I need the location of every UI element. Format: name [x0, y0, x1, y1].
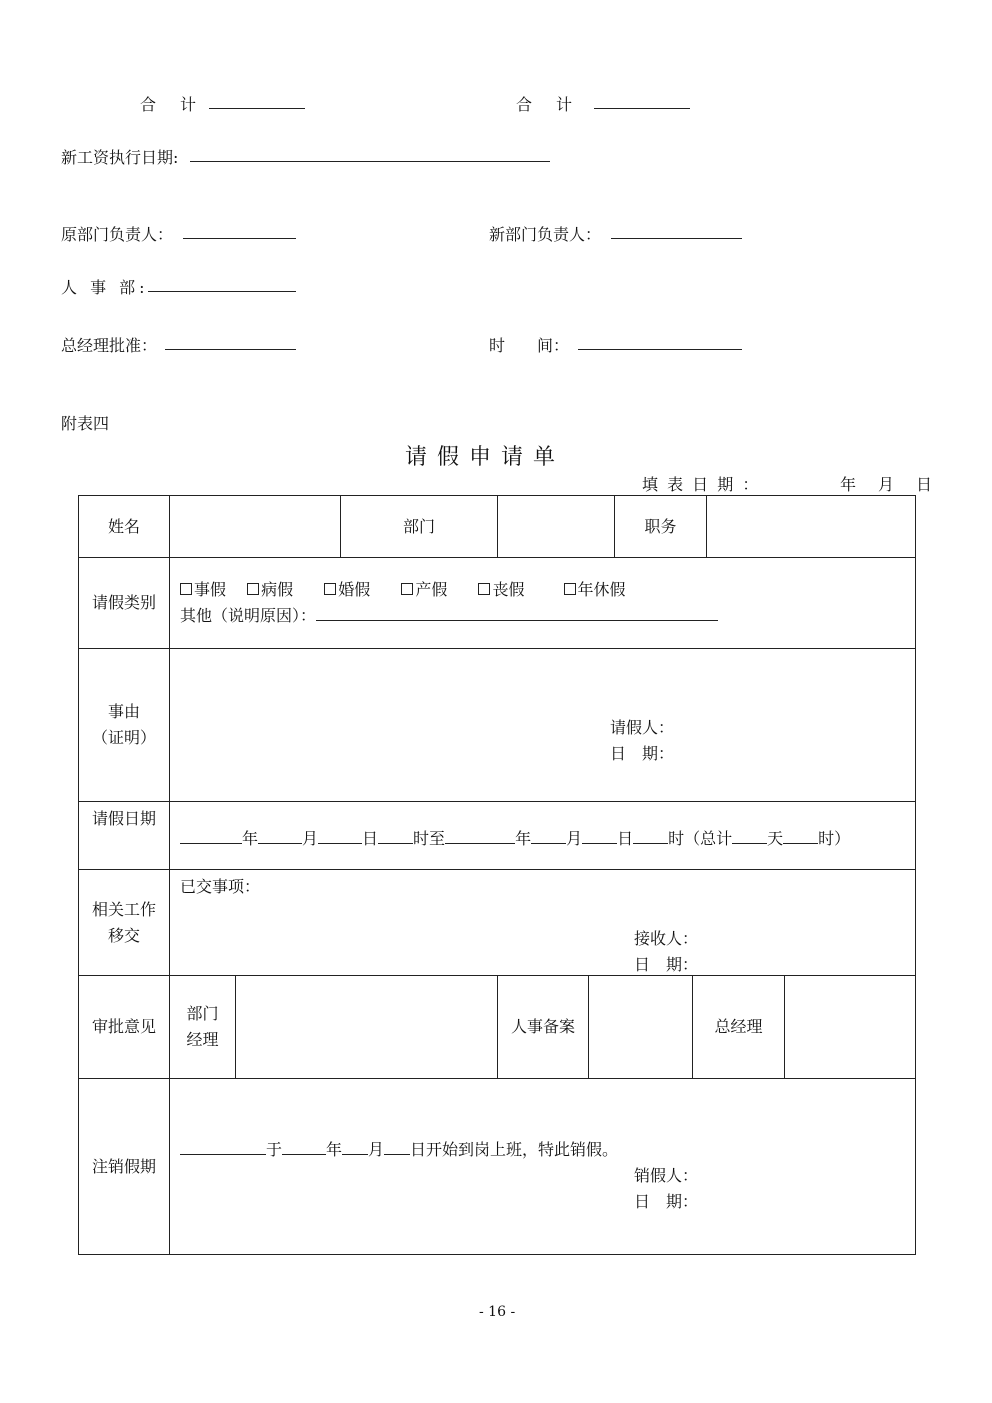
- leave-dates-field: 年 月 日 时至 年 月 日 时（总计 天 时）: [170, 802, 916, 870]
- hr-record-field[interactable]: [589, 976, 693, 1079]
- total-hours-blank[interactable]: [783, 827, 818, 844]
- cancel-date-label: 日 期：: [634, 1192, 699, 1211]
- handed-items-label: 已交事项：: [180, 877, 261, 896]
- receiver-label: 接收人：: [634, 929, 699, 948]
- start-hour-blank[interactable]: [378, 827, 413, 844]
- new-salary-date-label: 新工资执行日期:: [61, 148, 179, 167]
- cancel-year-blank[interactable]: [282, 1138, 326, 1155]
- orig-dept-head-label: 原部门负责人：: [61, 225, 174, 244]
- fill-date-ymd: 年 月 日: [840, 475, 936, 494]
- checkbox-icon[interactable]: [478, 583, 490, 595]
- dept-manager-line1: 部门: [186, 1004, 219, 1023]
- total-right-label: 合 计: [516, 95, 577, 114]
- end-year-blank[interactable]: [445, 827, 515, 844]
- reason-label: [79, 649, 170, 802]
- new-dept-head-blank[interactable]: [611, 238, 742, 239]
- hr-record-label: 人事备案: [498, 976, 589, 1079]
- appendix-label: 附表四: [61, 414, 110, 433]
- receiver-date-label: 日 期：: [634, 955, 699, 974]
- cancel-label: 注销假期: [79, 1079, 170, 1255]
- checkbox-icon[interactable]: [247, 583, 259, 595]
- dept-field[interactable]: [498, 496, 615, 558]
- page-number: - 16 -: [479, 1304, 516, 1320]
- total-left-blank[interactable]: [209, 108, 305, 109]
- row-reason: [79, 649, 916, 802]
- end-month-blank[interactable]: [531, 827, 566, 844]
- dept-label: 部门: [341, 496, 498, 558]
- row-approval: [79, 976, 916, 1079]
- leave-application-table: [78, 495, 916, 1255]
- cancel-month-blank[interactable]: [342, 1138, 368, 1155]
- orig-dept-head-blank[interactable]: [183, 238, 296, 239]
- general-manager-label: 总经理: [693, 976, 785, 1079]
- reason-label-line2: （证明）: [91, 728, 156, 747]
- option-personal-leave[interactable]: 事假: [180, 580, 226, 599]
- other-reason-blank[interactable]: [316, 604, 718, 621]
- reason-field[interactable]: [170, 649, 916, 802]
- end-day-blank[interactable]: [582, 827, 617, 844]
- row-handover: [79, 870, 916, 976]
- cancel-person-label: 销假人：: [634, 1166, 699, 1185]
- checkbox-icon[interactable]: [324, 583, 336, 595]
- option-maternity-leave[interactable]: 产假: [401, 580, 447, 599]
- start-year-blank[interactable]: [180, 827, 242, 844]
- hr-dept-blank[interactable]: [148, 291, 296, 292]
- other-reason-line: [180, 603, 915, 629]
- cancel-day-blank[interactable]: [384, 1138, 410, 1155]
- gm-approval-label: 总经理批准：: [61, 336, 158, 355]
- start-day-blank[interactable]: [318, 827, 362, 844]
- approval-label: 审批意见: [79, 976, 170, 1079]
- start-month-blank[interactable]: [258, 827, 302, 844]
- total-left-label: 合 计: [140, 95, 201, 114]
- cancel-field: [170, 1079, 916, 1255]
- leave-type-label: 请假类别: [79, 558, 170, 649]
- leave-dates-label: 请假日期: [79, 802, 170, 870]
- dept-manager-line2: 经理: [186, 1030, 219, 1049]
- cancel-name-blank[interactable]: [180, 1138, 266, 1155]
- reason-label-line1: 事由: [107, 702, 140, 721]
- time-blank[interactable]: [578, 349, 742, 350]
- option-marriage-leave[interactable]: 婚假: [324, 580, 370, 599]
- leave-type-options: [180, 577, 915, 603]
- row-leave-type: [79, 558, 916, 649]
- row-basic-info: [79, 496, 916, 558]
- cancel-sentence: 于 年 月 日开始到岗上班，特此销假。: [180, 1137, 618, 1160]
- general-manager-field[interactable]: [785, 976, 916, 1079]
- new-dept-head-label: 新部门负责人：: [489, 225, 602, 244]
- applicant-label: 请假人：: [610, 718, 675, 737]
- position-field[interactable]: [707, 496, 916, 558]
- fill-date-label: 填 表 日 期 ：: [642, 475, 761, 494]
- checkbox-icon[interactable]: [180, 583, 192, 595]
- hr-dept-label: 人 事 部:: [61, 278, 149, 297]
- option-annual-leave[interactable]: 年休假: [564, 580, 626, 599]
- row-cancel-leave: [79, 1079, 916, 1255]
- gm-approval-blank[interactable]: [165, 349, 296, 350]
- handover-label-line2: 移交: [107, 925, 140, 945]
- new-salary-date-blank[interactable]: [190, 161, 550, 162]
- dept-manager-label: [170, 976, 236, 1079]
- row-leave-dates: [79, 802, 916, 870]
- applicant-date-label: 日 期：: [610, 744, 675, 763]
- dept-manager-field[interactable]: [236, 976, 498, 1079]
- total-days-blank[interactable]: [732, 827, 767, 844]
- position-label: 职务: [615, 496, 707, 558]
- checkbox-icon[interactable]: [564, 583, 576, 595]
- option-bereavement-leave[interactable]: 丧假: [478, 580, 524, 599]
- name-label: 姓名: [79, 496, 170, 558]
- form-title: 请假申请单: [405, 445, 566, 470]
- checkbox-icon[interactable]: [401, 583, 413, 595]
- name-field[interactable]: [170, 496, 341, 558]
- handover-label-line1: 相关工作: [91, 899, 156, 919]
- total-right-blank[interactable]: [594, 108, 690, 109]
- other-reason-label: 其他（说明原因）：: [180, 606, 317, 625]
- handover-label: [79, 870, 170, 976]
- time-label: 时 间：: [489, 336, 570, 355]
- option-sick-leave[interactable]: 病假: [247, 580, 293, 599]
- handover-field[interactable]: [170, 870, 916, 976]
- end-hour-blank[interactable]: [633, 827, 668, 844]
